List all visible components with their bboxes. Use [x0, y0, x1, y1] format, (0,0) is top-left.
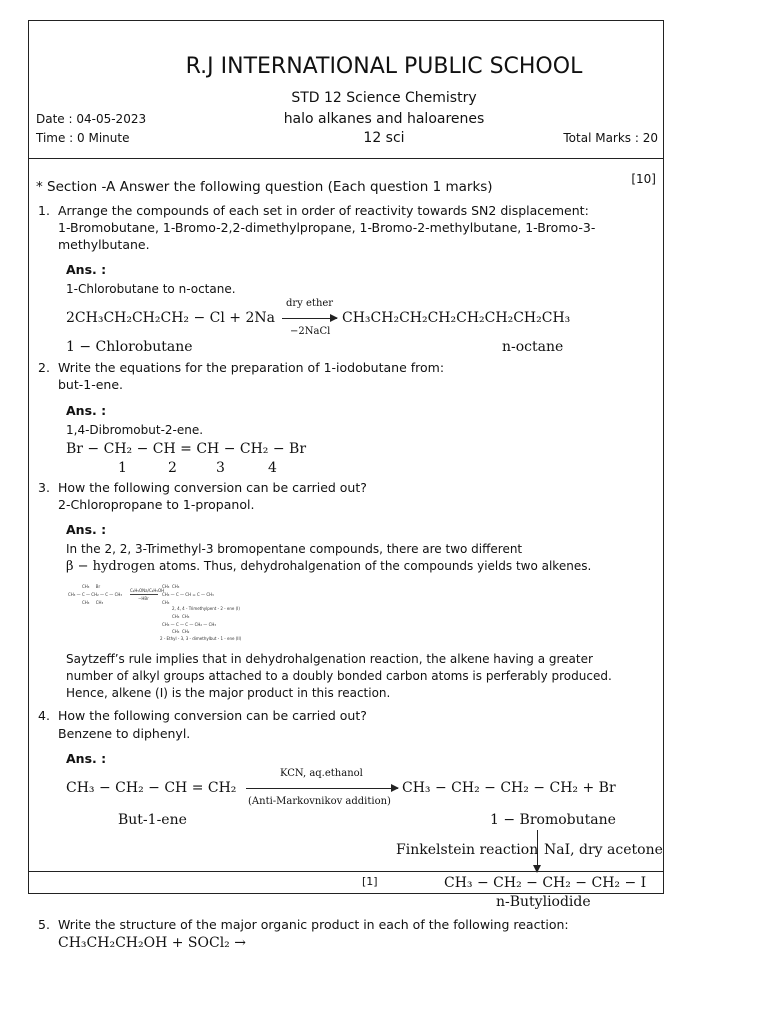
- reaction-note: (Anti-Markovnikov addition): [248, 796, 391, 807]
- question-text: How the following conversion can be carried out?: [58, 480, 367, 495]
- question-text: Benzene to diphenyl.: [58, 726, 191, 741]
- question-number: 5.: [38, 917, 50, 932]
- product-name: n-octane: [502, 339, 564, 355]
- section-marks: [10]: [631, 172, 656, 186]
- figure-reagent: C₂H₅ONa/C₂H₅OH: [130, 588, 165, 593]
- final-product-name: n-Butyliodide: [496, 894, 591, 910]
- rule-explanation: Saytzeff’s rule implies that in dehydrohalgenation reaction, the alkene having a greater: [66, 652, 593, 666]
- finkelstein-reagent: NaI, dry acetone: [544, 842, 663, 858]
- page-number: [1]: [362, 875, 378, 888]
- question-number: 2.: [38, 360, 50, 375]
- answer-text: In the 2, 2, 3-Trimethyl-3 bromopentane compounds, there are two different: [66, 542, 523, 556]
- carbon-number: 1: [118, 460, 127, 476]
- exam-time: Time : 0 Minute: [36, 131, 130, 145]
- final-product: CH₃ − CH₂ − CH₂ − CH₂ − I: [444, 875, 647, 891]
- question-text: How the following conversion can be carried out?: [58, 708, 367, 723]
- header-divider: [28, 158, 664, 159]
- question-text: 1-Bromobutane, 1-Bromo-2,2-dimethylpropane, 1-Bromo-2-methylbutane, 1-Bromo-3-: [58, 220, 596, 235]
- answer-text: [66, 558, 591, 575]
- question-number: 3.: [38, 480, 50, 495]
- school-name: R.J INTERNATIONAL PUBLIC SCHOOL: [185, 54, 583, 79]
- class-title: 12 sci: [363, 130, 405, 146]
- finkelstein-label: Finkelstein reaction: [396, 842, 539, 858]
- question-text: Arrange the compounds of each set in order of reactivity towards SN2 displacement:: [58, 203, 589, 218]
- reaction-reactant: CH₃ − CH₂ − CH = CH₂: [66, 780, 237, 796]
- question-text: Write the equations for the preparation of 1-iodobutane from:: [58, 360, 445, 375]
- chapter-title: halo alkanes and haloarenes: [283, 111, 485, 127]
- question-text: but-1-ene.: [58, 377, 124, 392]
- answer-label: Ans. :: [66, 262, 107, 277]
- answer-label: Ans. :: [66, 751, 107, 766]
- std-title: STD 12 Science Chemistry: [291, 90, 477, 106]
- rule-explanation: Hence, alkene (I) is the major product in this reaction.: [66, 686, 391, 700]
- reaction-reactants: 2CH₃CH₂CH₂CH₂ − Cl + 2Na: [66, 310, 275, 326]
- footer-divider: [28, 871, 664, 872]
- question-text: Write the structure of the major organic product in each of the following reaction:: [58, 917, 569, 932]
- figure-minus-hbr: −HBr: [138, 596, 149, 601]
- answer-label: Ans. :: [66, 522, 107, 537]
- answer-label: Ans. :: [66, 403, 107, 418]
- question-number: 1.: [38, 203, 50, 218]
- dehydrohalogenation-figure: CH₃ — C — CH₂ — C — CH₃ CH₃ Br CH₃ CH₃ C₂H₅ONa/C₂H₅OH −HBr CH₃ CH₃ CH₃ — C — CH = C — CH₃ CH₃ 2, 4, 4 - Trimethylpent - 2 - ene (I) CH₃ CH₃ CH₃ — C — C — CH₂ — CH₃ CH₃ CH₂ 2 - Ethyl - 3, 3 - dimethylbut - 1 - ene (II): [68, 584, 242, 641]
- reactant-name: But-1-ene: [118, 812, 187, 828]
- structural-formula: Br − CH₂ − CH = CH − CH₂ − Br: [66, 441, 307, 457]
- reaction-condition: dry ether: [286, 298, 334, 309]
- answer-text-continued: atoms. Thus, dehydrohalgenation of the compounds yields two alkenes.: [155, 559, 592, 573]
- question-number: 4.: [38, 708, 50, 723]
- total-marks: Total Marks : 20: [563, 131, 658, 145]
- question-text: 2-Chloropropane to 1-propanol.: [58, 497, 255, 512]
- figure-product-2: 2 - Ethyl - 3, 3 - dimethylbut - 1 - ene (II): [160, 636, 242, 641]
- reactant-name: 1 − Chlorobutane: [66, 339, 193, 355]
- reaction-formula: CH₃CH₂CH₂OH + SOCl₂ →: [58, 935, 246, 951]
- figure-arrow: [130, 594, 158, 595]
- reaction-byproduct: −2NaCl: [290, 326, 331, 337]
- reaction-condition: KCN, aq.ethanol: [280, 768, 363, 779]
- carbon-number: 2: [168, 460, 177, 476]
- reaction-product: CH₃CH₂CH₂CH₂CH₂CH₂CH₂CH₃: [342, 310, 571, 326]
- section-title: * Section -A Answer the following question (Each question 1 marks): [36, 179, 493, 195]
- carbon-number: 4: [268, 460, 277, 476]
- product-name: 1 − Bromobutane: [490, 812, 616, 828]
- question-text: methylbutane.: [58, 237, 150, 252]
- beta-hydrogen: β − hydrogen: [66, 559, 156, 574]
- page-frame: [28, 20, 664, 894]
- figure-product-1: 2, 4, 4 - Trimethylpent - 2 - ene (I): [172, 606, 240, 611]
- carbon-number: 3: [216, 460, 225, 476]
- answer-text: 1-Chlorobutane to n-octane.: [66, 282, 236, 296]
- rule-explanation: number of alkyl groups attached to a doubly bonded carbon atoms is perferably produced.: [66, 669, 612, 683]
- reaction-arrow: [246, 788, 398, 789]
- exam-date: Date : 04-05-2023: [36, 112, 147, 126]
- answer-text: 1,4-Dibromobut-2-ene.: [66, 423, 204, 437]
- reaction-arrow: [282, 318, 337, 319]
- reaction-product: CH₃ − CH₂ − CH₂ − CH₂ + Br: [402, 780, 616, 796]
